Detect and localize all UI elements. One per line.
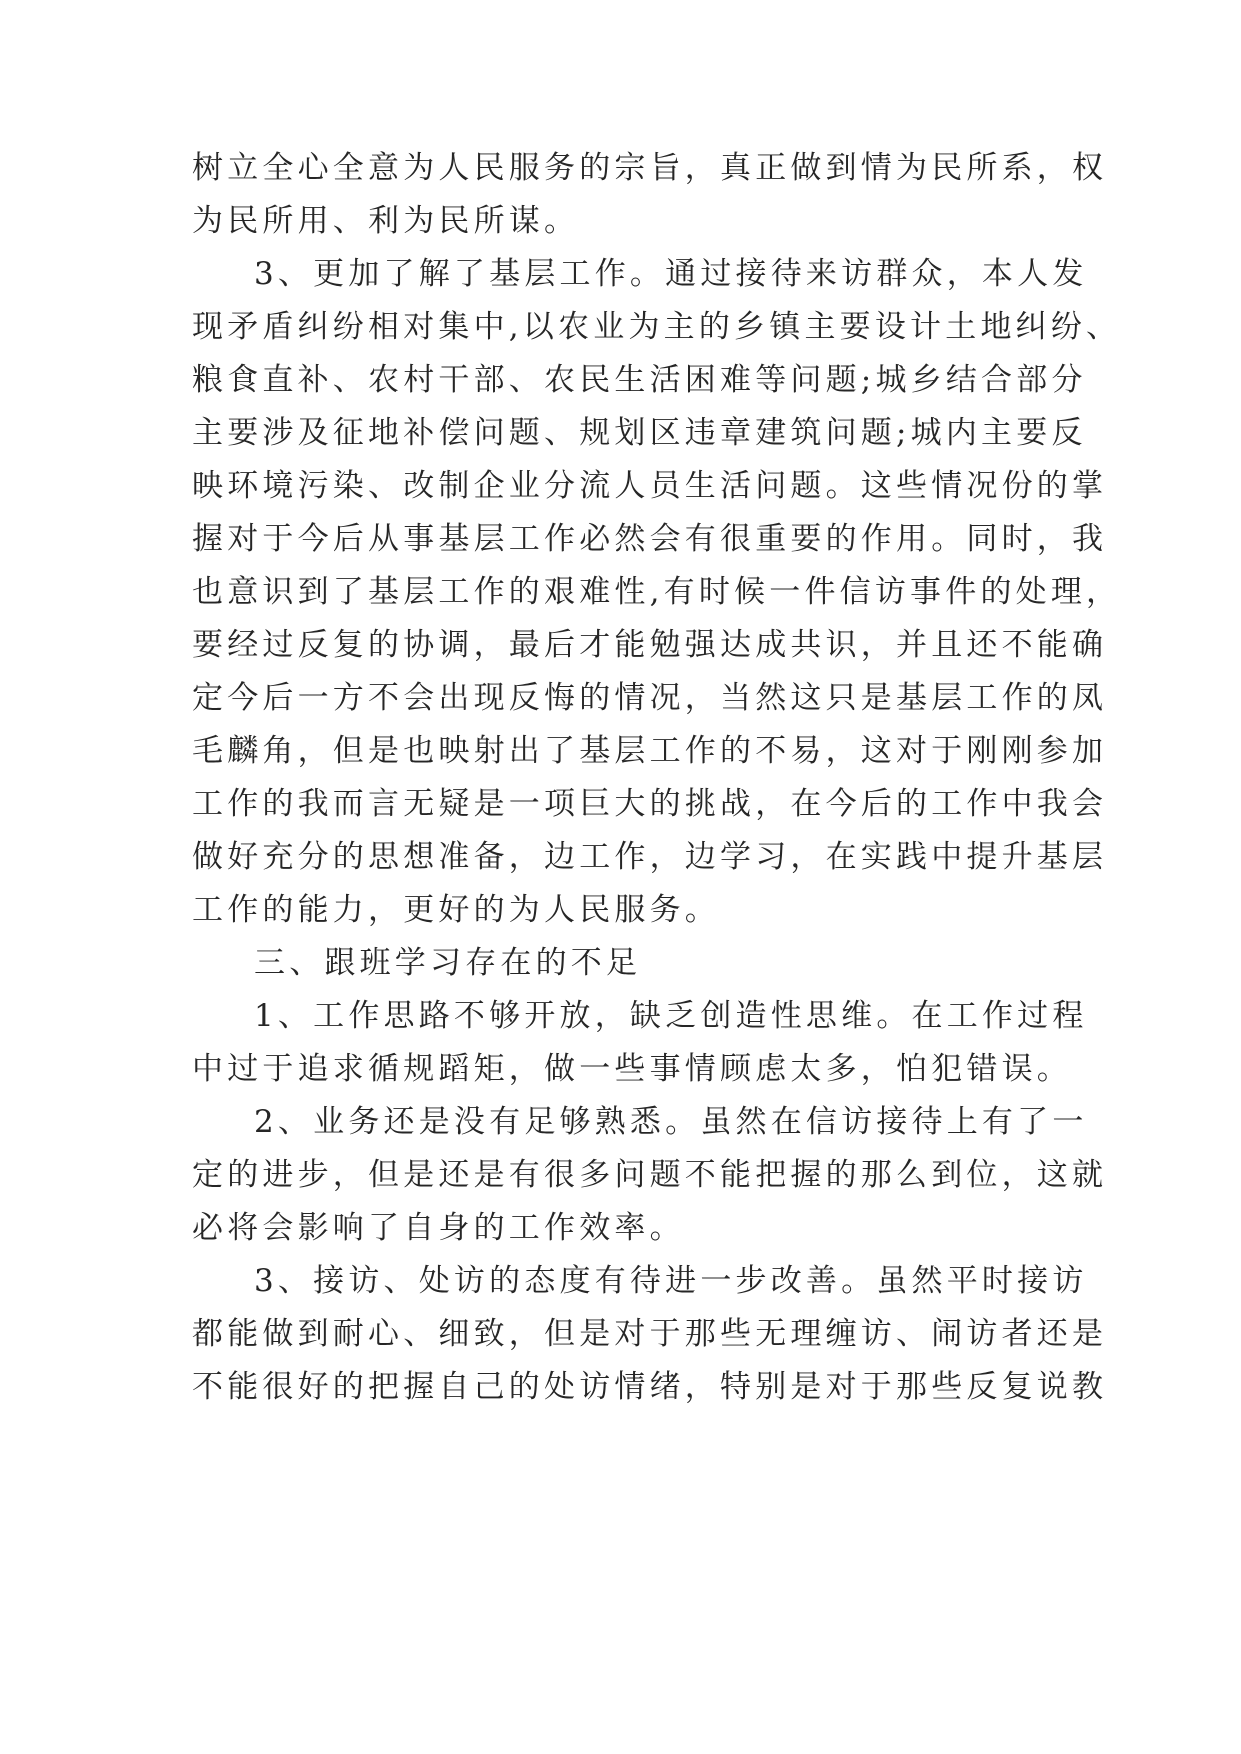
text-line: 毛麟角，但是也映射出了基层工作的不易，这对于刚刚参加 <box>192 733 1108 769</box>
paragraph-start-line: 3、接访、处访的态度有待进一步改善。虽然平时接访 <box>254 1263 1088 1299</box>
text-line: 定今后一方不会出现反悔的情况，当然这只是基层工作的凤 <box>192 680 1108 716</box>
text-line: 也意识到了基层工作的艰难性,有时候一件信访事件的处理， <box>192 574 1122 610</box>
paragraph-start-line: 3、更加了解了基层工作。通过接待来访群众，本人发 <box>254 256 1088 292</box>
text-line: 映环境污染、改制企业分流人员生活问题。这些情况份的掌 <box>192 468 1108 504</box>
text-line: 中过于追求循规蹈矩，做一些事情顾虑太多，怕犯错误。 <box>192 1051 1072 1087</box>
text-line: 现矛盾纠纷相对集中,以农业为主的乡镇主要设计土地纠纷、 <box>192 309 1122 345</box>
text-line: 握对于今后从事基层工作必然会有很重要的作用。同时，我 <box>192 521 1108 557</box>
text-line: 都能做到耐心、细致，但是对于那些无理缠访、闹访者还是 <box>192 1316 1108 1352</box>
section-heading: 三、跟班学习存在的不足 <box>254 945 642 981</box>
text-line: 工作的能力，更好的为人民服务。 <box>192 892 720 928</box>
paragraph-start-line: 1、工作思路不够开放，缺乏创造性思维。在工作过程 <box>254 998 1088 1034</box>
text-line: 为民所用、利为民所谋。 <box>192 203 580 239</box>
text-line: 粮食直补、农村干部、农民生活困难等问题;城乡结合部分 <box>192 362 1087 398</box>
text-line: 树立全心全意为人民服务的宗旨，真正做到情为民所系，权 <box>192 150 1108 186</box>
text-line: 必将会影响了自身的工作效率。 <box>192 1210 685 1246</box>
text-line: 工作的我而言无疑是一项巨大的挑战，在今后的工作中我会 <box>192 786 1108 822</box>
paragraph-start-line: 2、业务还是没有足够熟悉。虽然在信访接待上有了一 <box>254 1104 1088 1140</box>
text-line: 做好充分的思想准备，边工作，边学习，在实践中提升基层 <box>192 839 1108 875</box>
text-line: 主要涉及征地补偿问题、规划区违章建筑问题;城内主要反 <box>192 415 1087 451</box>
text-line: 要经过反复的协调，最后才能勉强达成共识，并且还不能确 <box>192 627 1108 663</box>
text-line: 不能很好的把握自己的处访情绪，特别是对于那些反复说教 <box>192 1369 1108 1405</box>
text-line: 定的进步，但是还是有很多问题不能把握的那么到位，这就 <box>192 1157 1108 1193</box>
